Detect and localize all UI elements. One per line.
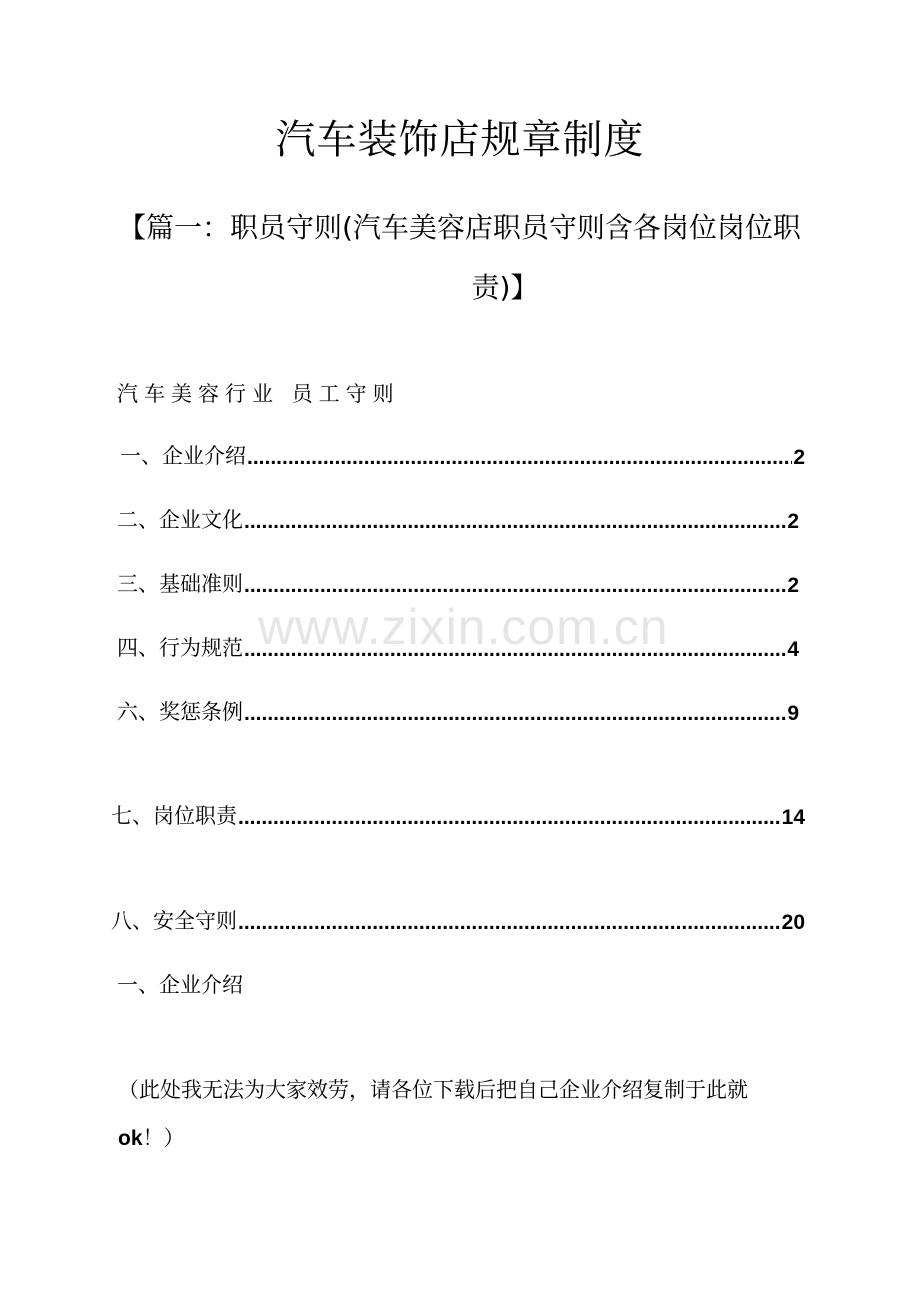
section-heading: 汽车美容行业 员工守则 (117, 382, 400, 406)
document-subtitle-line1: 【篇一：职员守则(汽车美容店职员守则含各岗位岗位职 (118, 211, 801, 244)
toc-entry-6[interactable] (111, 800, 805, 830)
toc-entry-page: 4 (787, 638, 799, 661)
toc-leader-dots (238, 911, 781, 935)
note-ok-text: ok (118, 1127, 143, 1150)
toc-leader-dots (244, 702, 786, 726)
toc-entry-5[interactable] (117, 696, 799, 726)
note-line1: （此处我无法为大家效劳，请各位下载后把自己企业介绍复制于此就 (118, 1078, 748, 1102)
toc-entry-label: 四、行为规范 (117, 636, 243, 660)
note-line2 (118, 1122, 185, 1152)
toc-entry-7[interactable] (111, 905, 805, 935)
toc-entry-page: 14 (781, 806, 805, 829)
toc-entry-label: 一、企业介绍 (120, 444, 246, 468)
watermark: www.zixin.com.cn (258, 599, 669, 655)
toc-entry-page: 20 (781, 911, 805, 934)
toc-entry-3[interactable] (117, 568, 799, 598)
toc-entry-label: 八、安全守则 (111, 909, 237, 933)
toc-entry-1[interactable] (120, 440, 805, 470)
toc-entry-label: 二、企业文化 (117, 508, 243, 532)
body-heading: 一、企业介绍 (117, 973, 243, 997)
toc-leader-dots (244, 510, 786, 534)
toc-entry-label: 三、基础准则 (117, 572, 243, 596)
toc-leader-dots (244, 638, 786, 662)
document-title: 汽车装饰店规章制度 (275, 117, 645, 163)
toc-entry-4[interactable] (117, 632, 799, 662)
toc-leader-dots (238, 806, 781, 830)
toc-entry-page: 2 (793, 446, 805, 469)
toc-entry-page: 2 (787, 574, 799, 597)
toc-leader-dots (247, 446, 792, 470)
toc-entry-label: 六、奖惩条例 (117, 700, 243, 724)
toc-leader-dots (244, 574, 786, 598)
toc-entry-2[interactable] (117, 504, 799, 534)
toc-entry-page: 2 (787, 510, 799, 533)
toc-entry-page: 9 (787, 702, 799, 725)
document-subtitle-line2: 责)】 (471, 271, 539, 304)
note-line2-rest: ！） (142, 1126, 185, 1150)
toc-entry-label: 七、岗位职责 (111, 804, 237, 828)
